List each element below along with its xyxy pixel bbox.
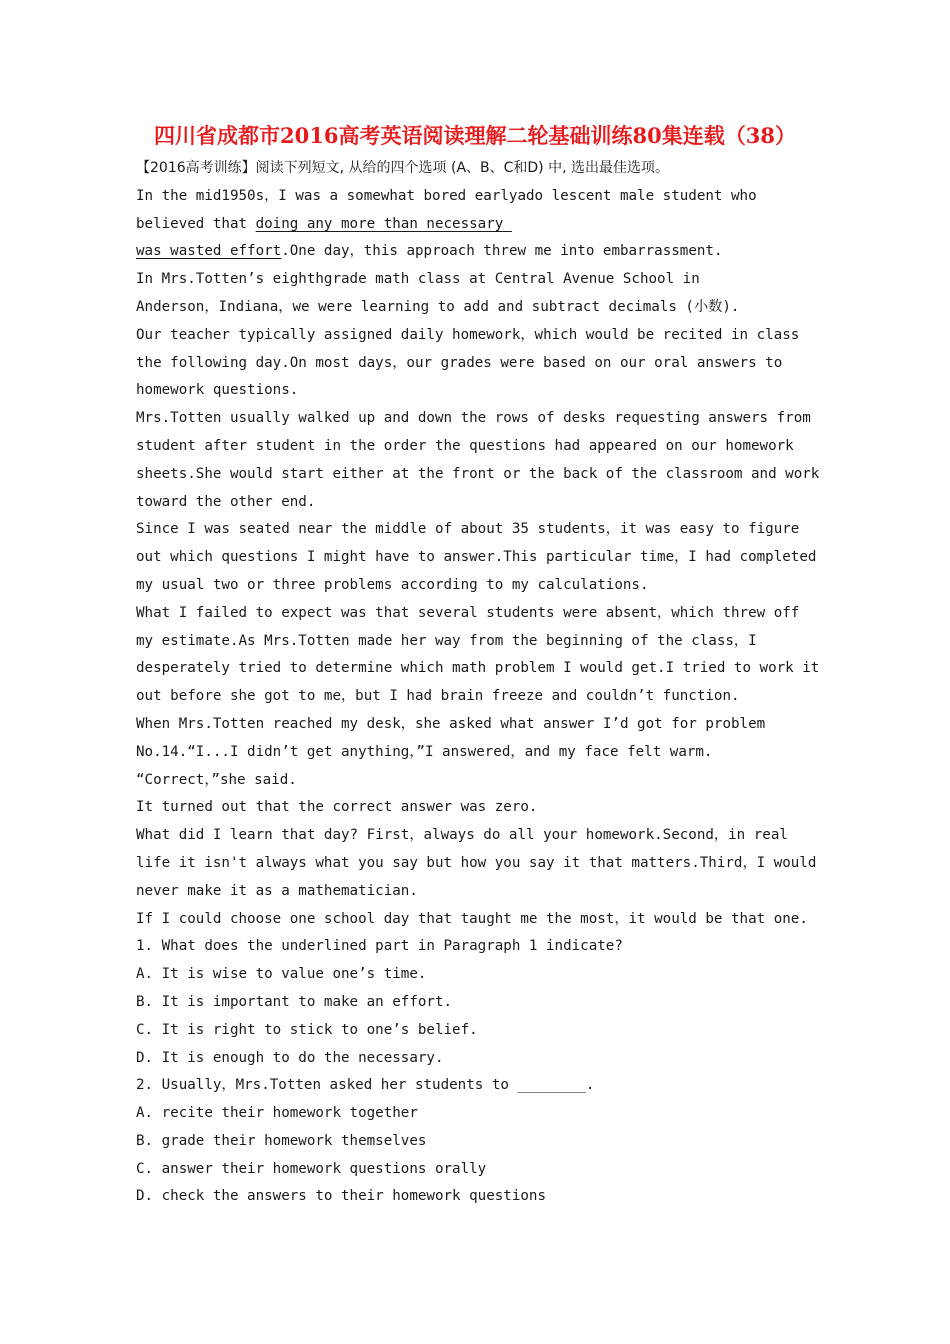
passage-line: toward the other end. <box>136 493 316 510</box>
passage-line: homework questions. <box>136 382 299 399</box>
passage-line: Our teacher typically assigned daily homework，which would be recited in class <box>136 326 800 343</box>
answer-blank: ________ <box>517 1077 586 1094</box>
passage-line: out which questions I might have to answer.This particular time，I had completed <box>136 549 817 566</box>
passage-line: What I failed to expect was that several students were absent，which threw off <box>136 604 800 621</box>
instruction-line: 【2016高考训练】阅读下列短文, 从给的四个选项 (A、B、C和D) 中, 选出最佳选项。 <box>136 160 669 176</box>
passage-line: Mrs.Totten usually walked up and down the rows of desks requesting answers from <box>136 410 811 427</box>
passage-line: When Mrs.Totten reached my desk，she asked what answer I’d got for problem <box>136 715 766 732</box>
passage-line: What did I learn that day? First，always do all your homework.Second，in real <box>136 827 788 844</box>
passage-line: Anderson，Indiana，we were learning to add and subtract decimals (小数). <box>136 298 740 315</box>
passage-line: student after student in the order the questions had appeared on our homework <box>136 437 794 454</box>
passage-line: never make it as a mathematician. <box>136 882 418 899</box>
passage-line: If I could choose one school day that taught me the most，it would be that one. <box>136 910 808 927</box>
question-1-option-b: B. It is important to make an effort. <box>136 993 453 1010</box>
passage-line: my estimate.As Mrs.Totten made her way from the beginning of the class，I <box>136 632 757 649</box>
passage-line: the following day.On most days，our grades were based on our oral answers to <box>136 354 783 371</box>
question-1-option-c: C. It is right to stick to one’s belief. <box>136 1021 478 1038</box>
passage-line: In Mrs.Totten’s eighthgrade math class at Central Avenue School in <box>136 271 700 288</box>
question-1-option-d: D. It is enough to do the necessary. <box>136 1049 444 1066</box>
passage-line: sheets.She would start either at the front or the back of the classroom and work <box>136 465 820 482</box>
document-title: 四川省成都市2016高考英语阅读理解二轮基础训练80集连载（38） <box>154 123 796 148</box>
passage-line: Since I was seated near the middle of about 35 students，it was easy to figure <box>136 521 800 538</box>
question-2-stem <box>136 1072 826 1100</box>
passage-line: No.14.“I...I didn’t get anything，”I answered，and my face felt warm. <box>136 743 713 760</box>
passage-line: “Correct，”she said. <box>136 771 297 788</box>
question-2-option-d: D. check the answers to their homework questions <box>136 1188 546 1205</box>
passage-text: .One day，this approach threw me into embarrassment. <box>281 243 723 260</box>
question-1-option-a: A. It is wise to value one’s time. <box>136 966 427 983</box>
passage-line <box>136 238 826 266</box>
question-2-stem-text: 2. Usually，Mrs.Totten asked her students to <box>136 1077 518 1094</box>
question-2-option-c: C. answer their homework questions orally <box>136 1160 487 1177</box>
passage-line: life it isn't always what you say but how you say it that matters.Third，I would <box>136 854 817 871</box>
passage-line <box>136 211 826 239</box>
question-2-option-b: B. grade their homework themselves <box>136 1132 427 1149</box>
question-1-stem: 1. What does the underlined part in Paragraph 1 indicate? <box>136 938 623 955</box>
question-2-option-a: A. recite their homework together <box>136 1105 418 1122</box>
document-body <box>136 155 826 1211</box>
passage-line: out before she got to me，but I had brain freeze and couldn’t function. <box>136 688 740 705</box>
passage-line: my usual two or three problems according to my calculations. <box>136 576 649 593</box>
passage-text: believed that <box>136 215 256 232</box>
underlined-phrase: was wasted effort <box>136 243 282 260</box>
passage-line: In the mid1950s，I was a somewhat bored earlyado lescent male student who <box>136 187 757 204</box>
underlined-phrase: doing any more than necessary <box>255 215 512 232</box>
question-2-stem-end: . <box>585 1077 595 1094</box>
passage-line: It turned out that the correct answer was zero. <box>136 799 538 816</box>
passage-line: desperately tried to determine which math problem I would get.I tried to work it <box>136 660 820 677</box>
